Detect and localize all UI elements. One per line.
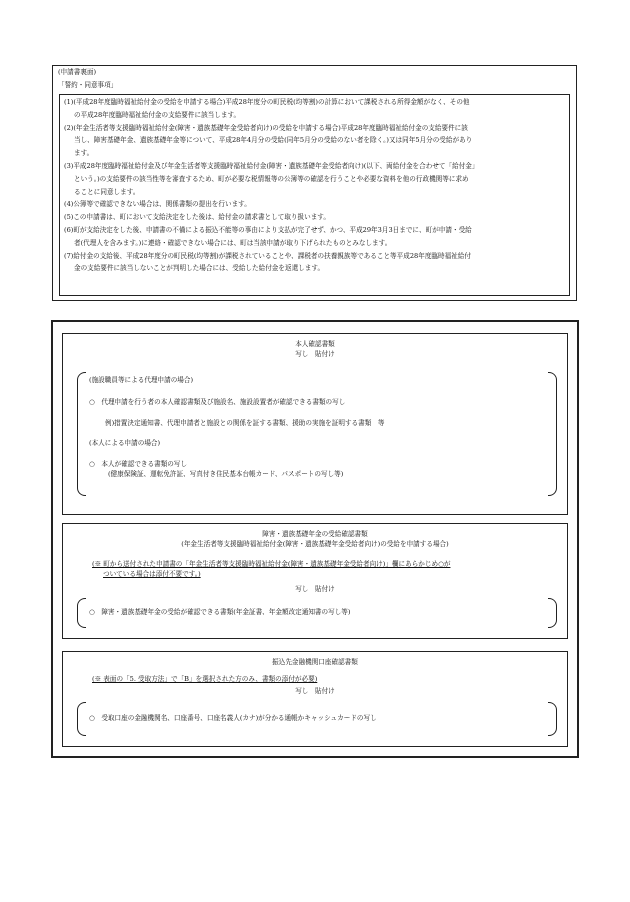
proxy-example: 例)措置決定通知書、代理申請者と施設との関係を証する書類、援助の実施を証明する書類 等 [105,419,385,427]
pledge-item-line: (1)(平成28年度臨時福祉給付金の受給を申請する場合)平成28年度分の町民税(均等割)の計算において課税される所得金額がなく、その他 [64,98,470,106]
pension-item: ○ 障害・遺族基礎年金の受給が確認できる書類(年金証書、年金額改定通知書の写し等) [89,608,351,616]
pension-docs-title: 障害・遺族基礎年金の受給確認書類 [262,530,368,538]
bracket-left [77,372,86,496]
pledge-item-line: 当し、障害基礎年金、遺族基礎年金等について、平成28年4月分の受給(同年5月分の受給のない者を除く。)又は同年5月分の受給があり [74,136,473,145]
bank-bracket [77,702,557,736]
pledge-item-line: (4)公簿等で確認できない場合は、関係書類の提出を行います。 [64,200,251,209]
self-note: (健康保険証、運転免許証、写真付き住民基本台帳カード、パスポートの写し等) [108,470,344,478]
attachments-frame [51,320,579,758]
pledge-items-box [59,94,570,296]
pledge-item-line: という。)の支給要件の該当性等を審査するため、町が必要な税情報等の公簿等の確認を行うことや必要な資料を他の行政機関等に求め [74,174,469,183]
pension-note-line2: ついている場合は添付不要です。) [103,570,201,578]
pledge-item-line: ることに同意します。 [74,187,140,196]
pension-docs-box [62,523,568,639]
pension-note-line1: (※ 町から送付された申請書の「年金生活者等支援臨時福祉給付金(障害・遺族基礎年金受給者向け)」欄にあらかじめ○が [92,560,451,568]
pledge-item-line: (3)平成28年度臨時福祉給付金及び年金生活者等支援臨時福祉給付金(障害・遺族基礎年金受給者向け)(以下、両給付金を合わせて「給付金」 [64,162,479,170]
pledge-heading: 「誓約・同意事項」 [58,81,118,89]
self-heading: (本人による申請の場合) [89,439,161,447]
pension-paste-label: 写し 貼付け [295,585,335,593]
bank-paste-label: 写し 貼付け [295,687,335,695]
identity-docs-bracket [77,372,557,496]
proxy-item: ○ 代理申請を行う者の本人確認書類及び施設名、施設設置者が確認できる書類の写し [89,398,346,406]
pledge-item-line: (7)給付金の支給後、平成28年度分の町民税(均等割)が課税されていることや、課税者の扶養親族等であること等平成28年度臨時福祉給付 [64,251,471,260]
bank-item: ○ 受取口座の金融機関名、口座番号、口座名義人(カナ)が分かる通帳かキャッシュカードの写し [89,714,377,722]
identity-docs-title: 本人確認書類 [295,340,335,348]
pledge-item-line: 金の支給要件に該当しないことが判明した場合には、受給した給付金を返還します。 [74,264,325,273]
pension-docs-subtitle: (年金生活者等支援臨時福祉給付金(障害・遺族基礎年金受給者向け)の受給を申請する場合) [181,540,449,548]
pledge-item-line: ます。 [74,149,94,158]
bracket-right [548,598,557,628]
pension-bracket [77,598,557,628]
self-item: ○ 本人が確認できる書類の写し [89,460,188,468]
identity-docs-subtitle: 写し 貼付け [295,350,335,358]
pledge-section [52,65,577,301]
pledge-item-line: 者(代理人を含みます。)に連絡・確認できない場合には、町は当該申請が取り下げられたものとみなします。 [74,238,392,247]
pledge-item-line: (6)町が支給決定をした後、申請書の不備による振込不能等の事由により支払が完了せず、かつ、平成29年3月3日までに、町が申請・受給 [64,226,472,234]
form-back-label: (申請書裏面) [58,68,97,76]
bank-note: (※ 表面の「5. 受取方法」で「B」を選択された方のみ、書類の添付が必要) [92,675,318,683]
bracket-right [548,702,557,736]
pledge-item-line: (2)(年金生活者等支援臨時福祉給付金(障害・遺族基礎年金受給者向け)の受給を申請する場合)平成28年度臨時福祉給付金の支給要件に該 [64,123,468,132]
bank-docs-box [62,651,568,747]
bracket-left [77,702,86,736]
bank-docs-title: 振込先金融機関口座確認書類 [272,658,358,666]
pledge-item-line: の平成28年度臨時福祉給付金の支給要件に該当します。 [74,110,241,119]
bracket-right [548,372,557,496]
identity-docs-box [62,333,568,515]
pledge-item-line: (5)この申請書は、町において支給決定をした後は、給付金の請求書として取り扱います。 [64,213,330,222]
proxy-heading: (施設職員等による代理申請の場合) [89,376,194,384]
bracket-left [77,598,86,628]
